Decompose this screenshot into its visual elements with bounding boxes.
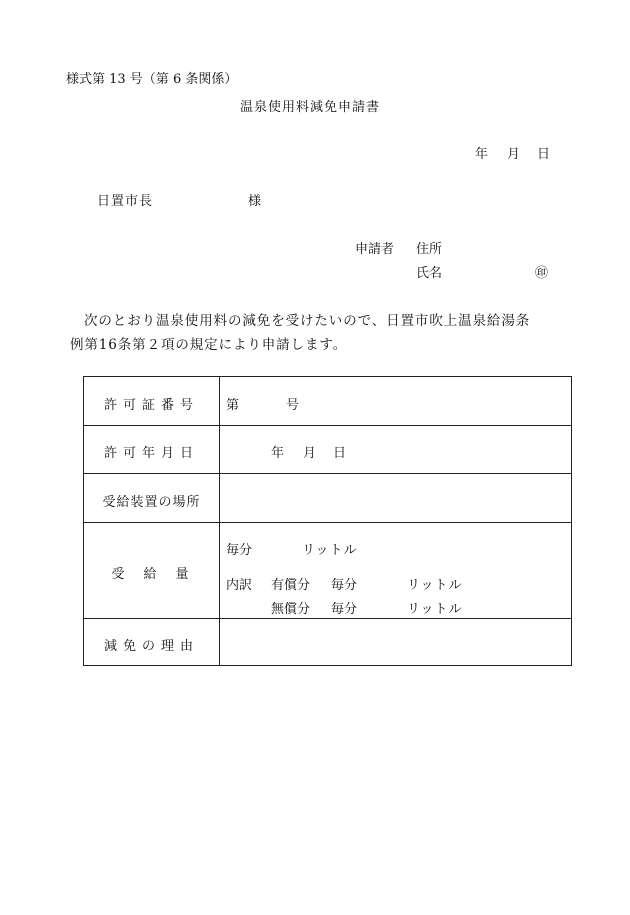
reason-field[interactable] bbox=[224, 623, 564, 663]
paid-liter-unit: リットル bbox=[407, 578, 463, 593]
supply-liter-unit: リットル bbox=[302, 543, 358, 558]
permit-date-label: 許可年月日 bbox=[103, 446, 199, 461]
device-location-label: 受給装置の場所 bbox=[102, 495, 201, 510]
table-row-divider bbox=[84, 473, 571, 474]
supply-amount-label: 受 給 量 bbox=[111, 567, 192, 582]
breakdown-label: 内訳 bbox=[226, 578, 253, 593]
date-day: 日 bbox=[537, 147, 551, 162]
addressee-name: 日置市長 bbox=[97, 194, 154, 209]
permit-number-field[interactable] bbox=[244, 385, 284, 415]
permit-number-suffix: 号 bbox=[286, 398, 300, 413]
free-per-minute: 毎分 bbox=[331, 602, 358, 617]
permit-number-label: 許可証番号 bbox=[103, 398, 199, 413]
paid-per-minute: 毎分 bbox=[331, 578, 358, 593]
date-year: 年 bbox=[475, 147, 489, 162]
permit-date-day: 日 bbox=[333, 446, 347, 461]
free-label: 無償分 bbox=[271, 602, 311, 617]
permit-date-year: 年 bbox=[271, 446, 285, 461]
application-table bbox=[83, 376, 572, 666]
body-text-line-2: 例第16条第２項の規定により申請します。 bbox=[70, 337, 348, 353]
permit-number-prefix: 第 bbox=[226, 398, 240, 413]
reason-label: 減免の理由 bbox=[103, 639, 199, 654]
addressee-honorific: 様 bbox=[248, 194, 262, 209]
body-text-line-1: 次のとおり温泉使用料の減免を受けたいので、日置市吹上温泉給湯条 bbox=[84, 313, 531, 329]
table-row-divider bbox=[84, 522, 571, 523]
name-label: 氏名 bbox=[416, 266, 443, 281]
seal-mark: ㊞ bbox=[535, 266, 549, 281]
table-row-divider bbox=[84, 425, 571, 426]
table-row-divider bbox=[84, 618, 571, 619]
free-liter-unit: リットル bbox=[407, 602, 463, 617]
form-number: 様式第 13 号（第 6 条関係） bbox=[66, 72, 238, 87]
table-column-divider bbox=[219, 377, 220, 665]
applicant-label: 申請者 bbox=[355, 242, 395, 257]
paid-label: 有償分 bbox=[271, 578, 311, 593]
supply-per-minute: 毎分 bbox=[226, 543, 253, 558]
address-label: 住所 bbox=[416, 242, 443, 257]
permit-date-month: 月 bbox=[303, 446, 317, 461]
device-location-field[interactable] bbox=[224, 477, 564, 517]
document-title: 温泉使用料減免申請書 bbox=[240, 100, 381, 115]
date-month: 月 bbox=[507, 147, 521, 162]
